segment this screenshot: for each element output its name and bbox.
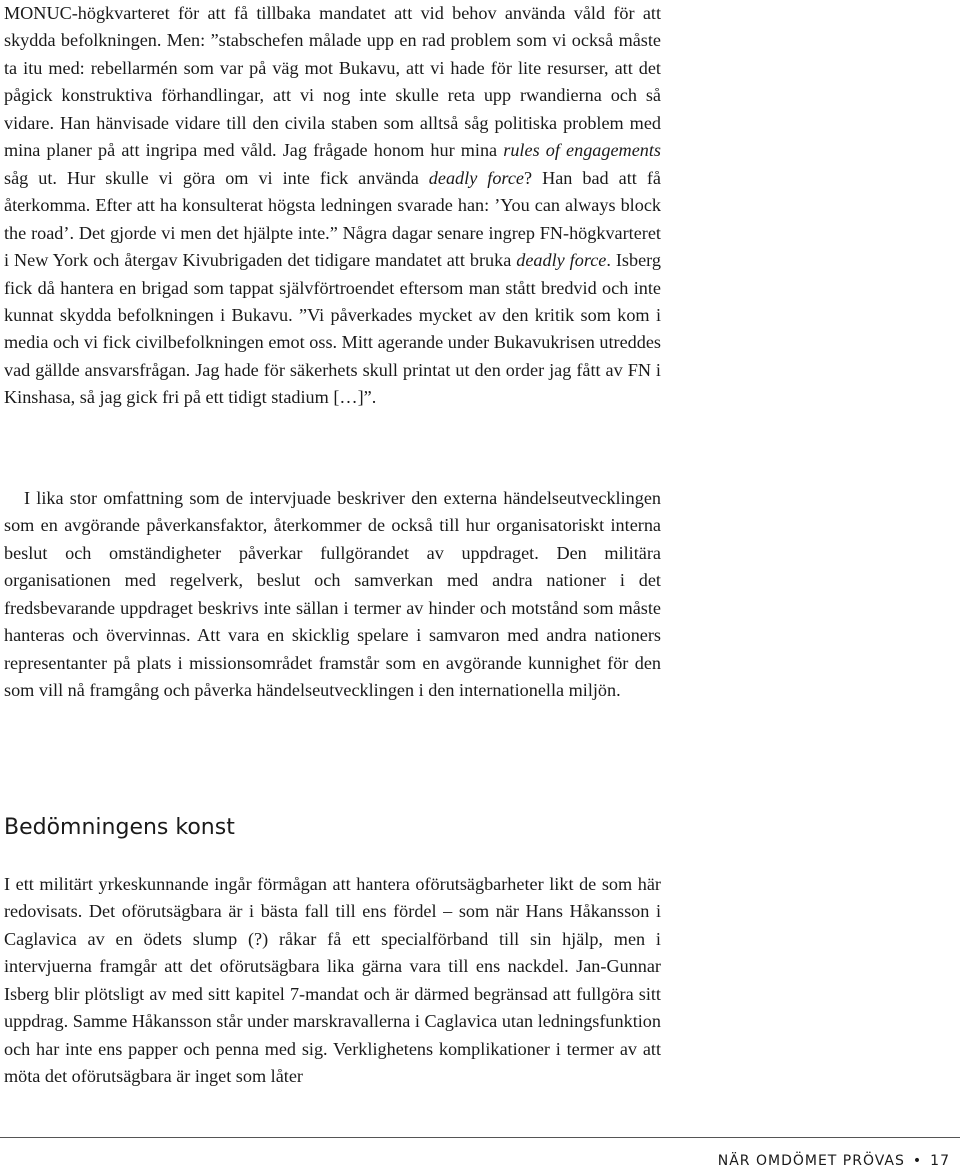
body-text-middle [4, 485, 661, 705]
text-run: MONUC-högkvarteret för att få tillbaka mandatet att vid behov använda våld för att skydda befolkningen. Men: ”stabschefen målade upp en rad problem som vi också måste ta itu med: rebellarmén som var på väg mot Bukavu, att vi hade för lite resurser, att det pågick konstruktiva förhandlingar, att vi nog inte skulle reta upp rwandierna och så vidare. Han hänvisade vidare till den civila staben som alltså såg politiska problem med mina planer på att ingripa med våld. Jag frågade honom hur mina [4, 3, 661, 161]
running-title: NÄR OMDÖMET PRÖVAS [717, 1153, 905, 1169]
italic-term: deadly force [428, 167, 524, 188]
text-run: såg ut. Hur skulle vi göra om vi inte fick använda [4, 167, 429, 188]
text-run: . Isberg fick då hantera en brigad som tappat självförtroendet eftersom man stått bredvid och inte kunnat skydda befolkningen i Bukavu. ”Vi påverkades mycket av den kritik som kom i media och vi fick civilbefolkningen emot oss. Mitt agerande under Bukavukrisen utreddes vad gällde ansvarsfrågan. Jag hade för säkerhets skull printat ut den order jag fått av FN i Kinshasa, så jag gick fri på ett tidigt stadium […]”. [4, 250, 661, 408]
text-run: ? Han bad att få återkomma. Efter att ha konsulterat högsta ledningen svarade han: ’You can always block the road’. Det gjorde vi men det hjälpte inte.” Några dagar senare ingrep FN-högkvarteret i New York och återgav Kivubrigaden det tidigare mandatet att bruka [4, 167, 661, 271]
paragraph [4, 0, 661, 412]
body-text-top [4, 0, 661, 412]
footer-separator: • [912, 1153, 923, 1169]
page-number: 17 [930, 1153, 950, 1169]
paragraph: I lika stor omfattning som de intervjuade beskriver den externa händelseutvecklingen som en avgörande påverkansfaktor, återkommer de också till hur organisatoriskt interna beslut och omständigheter påverkar fullgörandet av uppdraget. Den militära organisationen med regelverk, beslut och samverkan med andra nationer i det fredsbevarande uppdraget beskrivs inte sällan i termer av hinder och motstånd som måste hanteras och övervinnas. Att vara en skicklig spelare i samvaron med andra nationers representanter på plats i missionsområdet framstår som en avgörande kunnighet för den som vill nå framgång och påverka händelseutvecklingen i den internationella miljön. [4, 488, 661, 701]
footer-divider [0, 1137, 960, 1138]
body-text-bottom [4, 871, 661, 1091]
page-footer [718, 1153, 950, 1169]
section-heading: Bedömningens konst [4, 815, 235, 840]
italic-term: deadly force [516, 250, 607, 271]
paragraph: I ett militärt yrkeskunnande ingår förmågan att hantera oförutsägbarheter likt de som här redovisats. Det oförutsägbara är i bästa fall till ens fördel – som när Hans Håkansson i Caglavica av en ödets slump (?) råkar få ett specialförband till sin hjälp, men i intervjuerna framgår att det oförutsägbara lika gärna vara till ens nackdel. Jan-Gunnar Isberg blir plötsligt av med sitt kapitel 7-mandat och är därmed begränsad att fullgöra sitt uppdrag. Samme Håkansson står under marskravallerna i Caglavica utan ledningsfunktion och har inte ens papper och penna med sig. Verklighetens komplikationer i termer av att möta det oförutsägbara är inget som låter [4, 874, 661, 1087]
italic-term: rules of engagements [503, 140, 661, 161]
